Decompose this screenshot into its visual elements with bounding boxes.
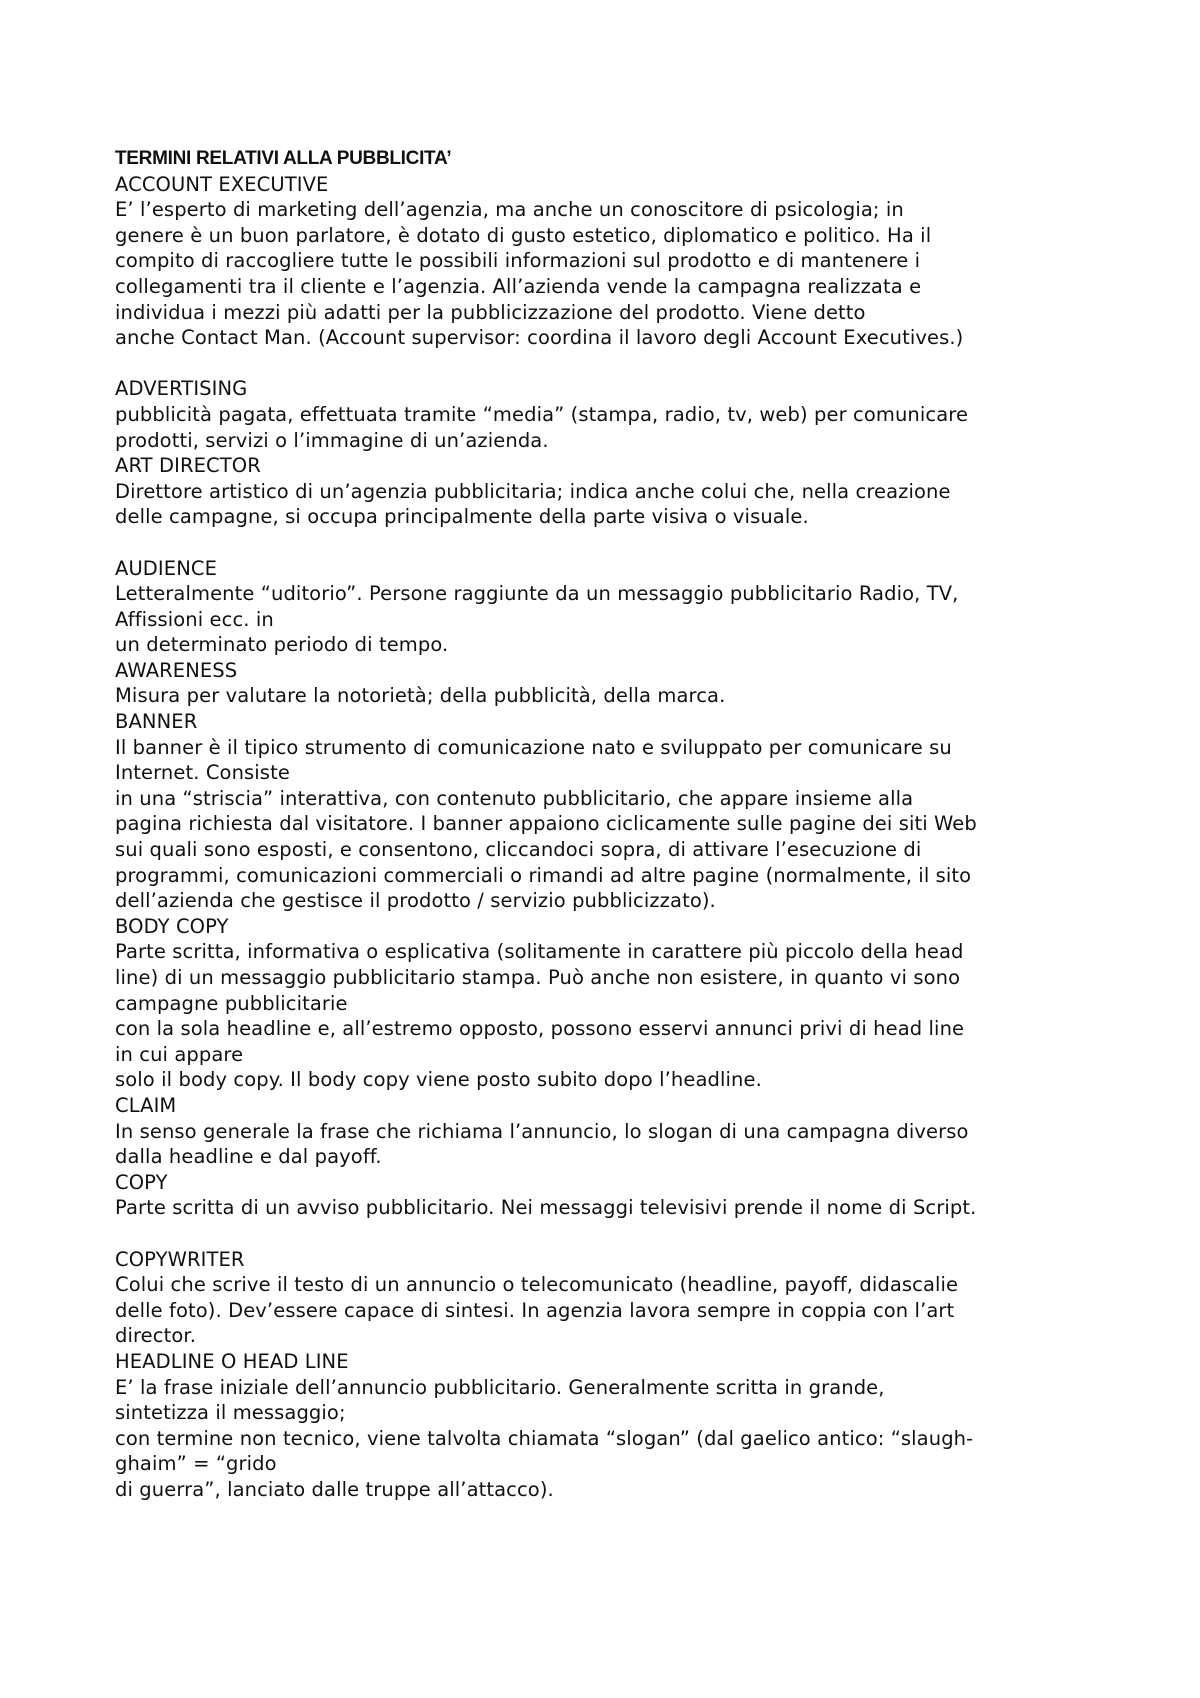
entry-line: Colui che scrive il testo di un annuncio o telecomunicato (headline, payoff, didascalie [115,1273,959,1297]
entry-term: COPYWRITER [115,1247,245,1271]
entry-line: In senso generale la frase che richiama l’annuncio, lo slogan di una campagna diverso [115,1119,969,1143]
entry-line: Misura per valutare la notorietà; della pubblicità, della marca. [115,684,726,708]
entry-line: individua i mezzi più adatti per la pubblicizzazione del prodotto. Viene detto [115,300,866,324]
entry-line: con termine non tecnico, viene talvolta chiamata “slogan” (dal gaelico antico: “slaugh- [115,1426,974,1450]
entry-line: pagina richiesta dal visitatore. I banner appaiono ciclicamente sulle pagine dei siti Web [115,812,977,836]
entry-line: campagne pubblicitarie [115,991,348,1015]
blank-line [115,530,1115,556]
blank-line [115,351,1115,377]
entry-line: Parte scritta, informativa o esplicativa (solitamente in carattere più piccolo della head [115,940,964,964]
entry-term: ACCOUNT EXECUTIVE [115,172,329,196]
entry-term: BANNER [115,710,198,734]
entry-line: ghaim” = “grido [115,1452,277,1476]
entry-line: di guerra”, lanciato dalle truppe all’attacco). [115,1477,554,1501]
glossary-entry-advertising [115,376,1115,453]
entry-line: in una “striscia” interattiva, con contenuto pubblicitario, che appare insieme alla [115,786,914,810]
entry-term: HEADLINE O HEAD LINE [115,1349,349,1373]
entry-line: line) di un messaggio pubblicitario stampa. Può anche non esistere, in quanto vi sono [115,966,961,989]
entry-line: solo il body copy. Il body copy viene posto subito dopo l’headline. [115,1068,762,1092]
entry-line: Affissioni ecc. in [115,607,274,631]
entry-term: AWARENESS [115,658,238,682]
entry-line: Il banner è il tipico strumento di comunicazione nato e sviluppato per comunicare su [115,735,952,759]
glossary-entry-copywriter [115,1247,1115,1349]
entry-line: in cui appare [115,1042,244,1066]
entry-line: dalla headline e dal payoff. [115,1145,382,1169]
glossary-entry-body-copy [115,914,1115,1093]
glossary-entry-claim [115,1093,1115,1170]
entry-term: BODY COPY [115,914,229,938]
glossary-entry-copy [115,1170,1115,1221]
blank-line [115,1221,1115,1247]
glossary-entry-awareness [115,658,1115,709]
entry-line: E’ la frase iniziale dell’annuncio pubblicitario. Generalmente scritta in grande, [115,1375,885,1399]
glossary-entry-account-executive [115,172,1115,351]
entry-line: prodotti, servizi o l’immagine di un’azienda. [115,428,549,452]
entry-line: genere è un buon parlatore, è dotato di gusto estetico, diplomatico e politico. Ha il [115,223,932,247]
entry-line: compito di raccogliere tutte le possibili informazioni sul prodotto e di mantenere i [115,249,921,273]
glossary-entry-headline [115,1349,1115,1503]
entry-line: dell’azienda che gestisce il prodotto / servizio pubblicizzato). [115,889,716,913]
entry-term: AUDIENCE [115,556,218,580]
entry-line: con la sola headline e, all’estremo opposto, possono esservi annunci privi di head line [115,1017,965,1041]
entry-line: Parte scritta di un avviso pubblicitario. Nei messaggi televisivi prende il nome di Script. [115,1196,977,1220]
entry-line: Internet. Consiste [115,761,290,785]
entry-line: Letteralmente “uditorio”. Persone raggiunte da un messaggio pubblicitario Radio, TV, [115,582,959,606]
glossary-entry-banner [115,709,1115,914]
entry-line: anche Contact Man. (Account supervisor: coordina il lavoro degli Account Executives.) [115,326,964,350]
entry-line: sui quali sono esposti, e consentono, cliccandoci sopra, di attivare l’esecuzione di [115,838,922,862]
document-page [115,146,1115,1502]
entry-term: COPY [115,1170,168,1194]
glossary-entry-audience [115,556,1115,658]
entry-line: director. [115,1324,197,1348]
entry-line: collegamenti tra il cliente e l’agenzia. All’azienda vende la campagna realizzata e [115,274,922,298]
glossary-entry-art-director [115,453,1115,530]
entry-term: ADVERTISING [115,377,248,401]
entry-line: pubblicità pagata, effettuata tramite “media” (stampa, radio, tv, web) per comunicare [115,402,969,426]
entry-line: delle foto). Dev’essere capace di sintesi. In agenzia lavora sempre in coppia con l’art [115,1298,955,1322]
entry-line: sintetizza il messaggio; [115,1401,346,1425]
entry-line: programmi, comunicazioni commerciali o rimandi ad altre pagine (normalmente, il sito [115,863,972,887]
document-title: TERMINI RELATIVI ALLA PUBBLICITA’ [115,148,452,169]
entry-line: E’ l’esperto di marketing dell’agenzia, ma anche un conoscitore di psicologia; in [115,198,904,222]
entry-line: delle campagne, si occupa principalmente della parte visiva o visuale. [115,505,809,529]
entry-line: Direttore artistico di un’agenzia pubblicitaria; indica anche colui che, nella creazione [115,479,951,503]
entry-term: CLAIM [115,1093,177,1117]
entry-term: ART DIRECTOR [115,454,261,478]
entry-line: un determinato periodo di tempo. [115,633,449,657]
